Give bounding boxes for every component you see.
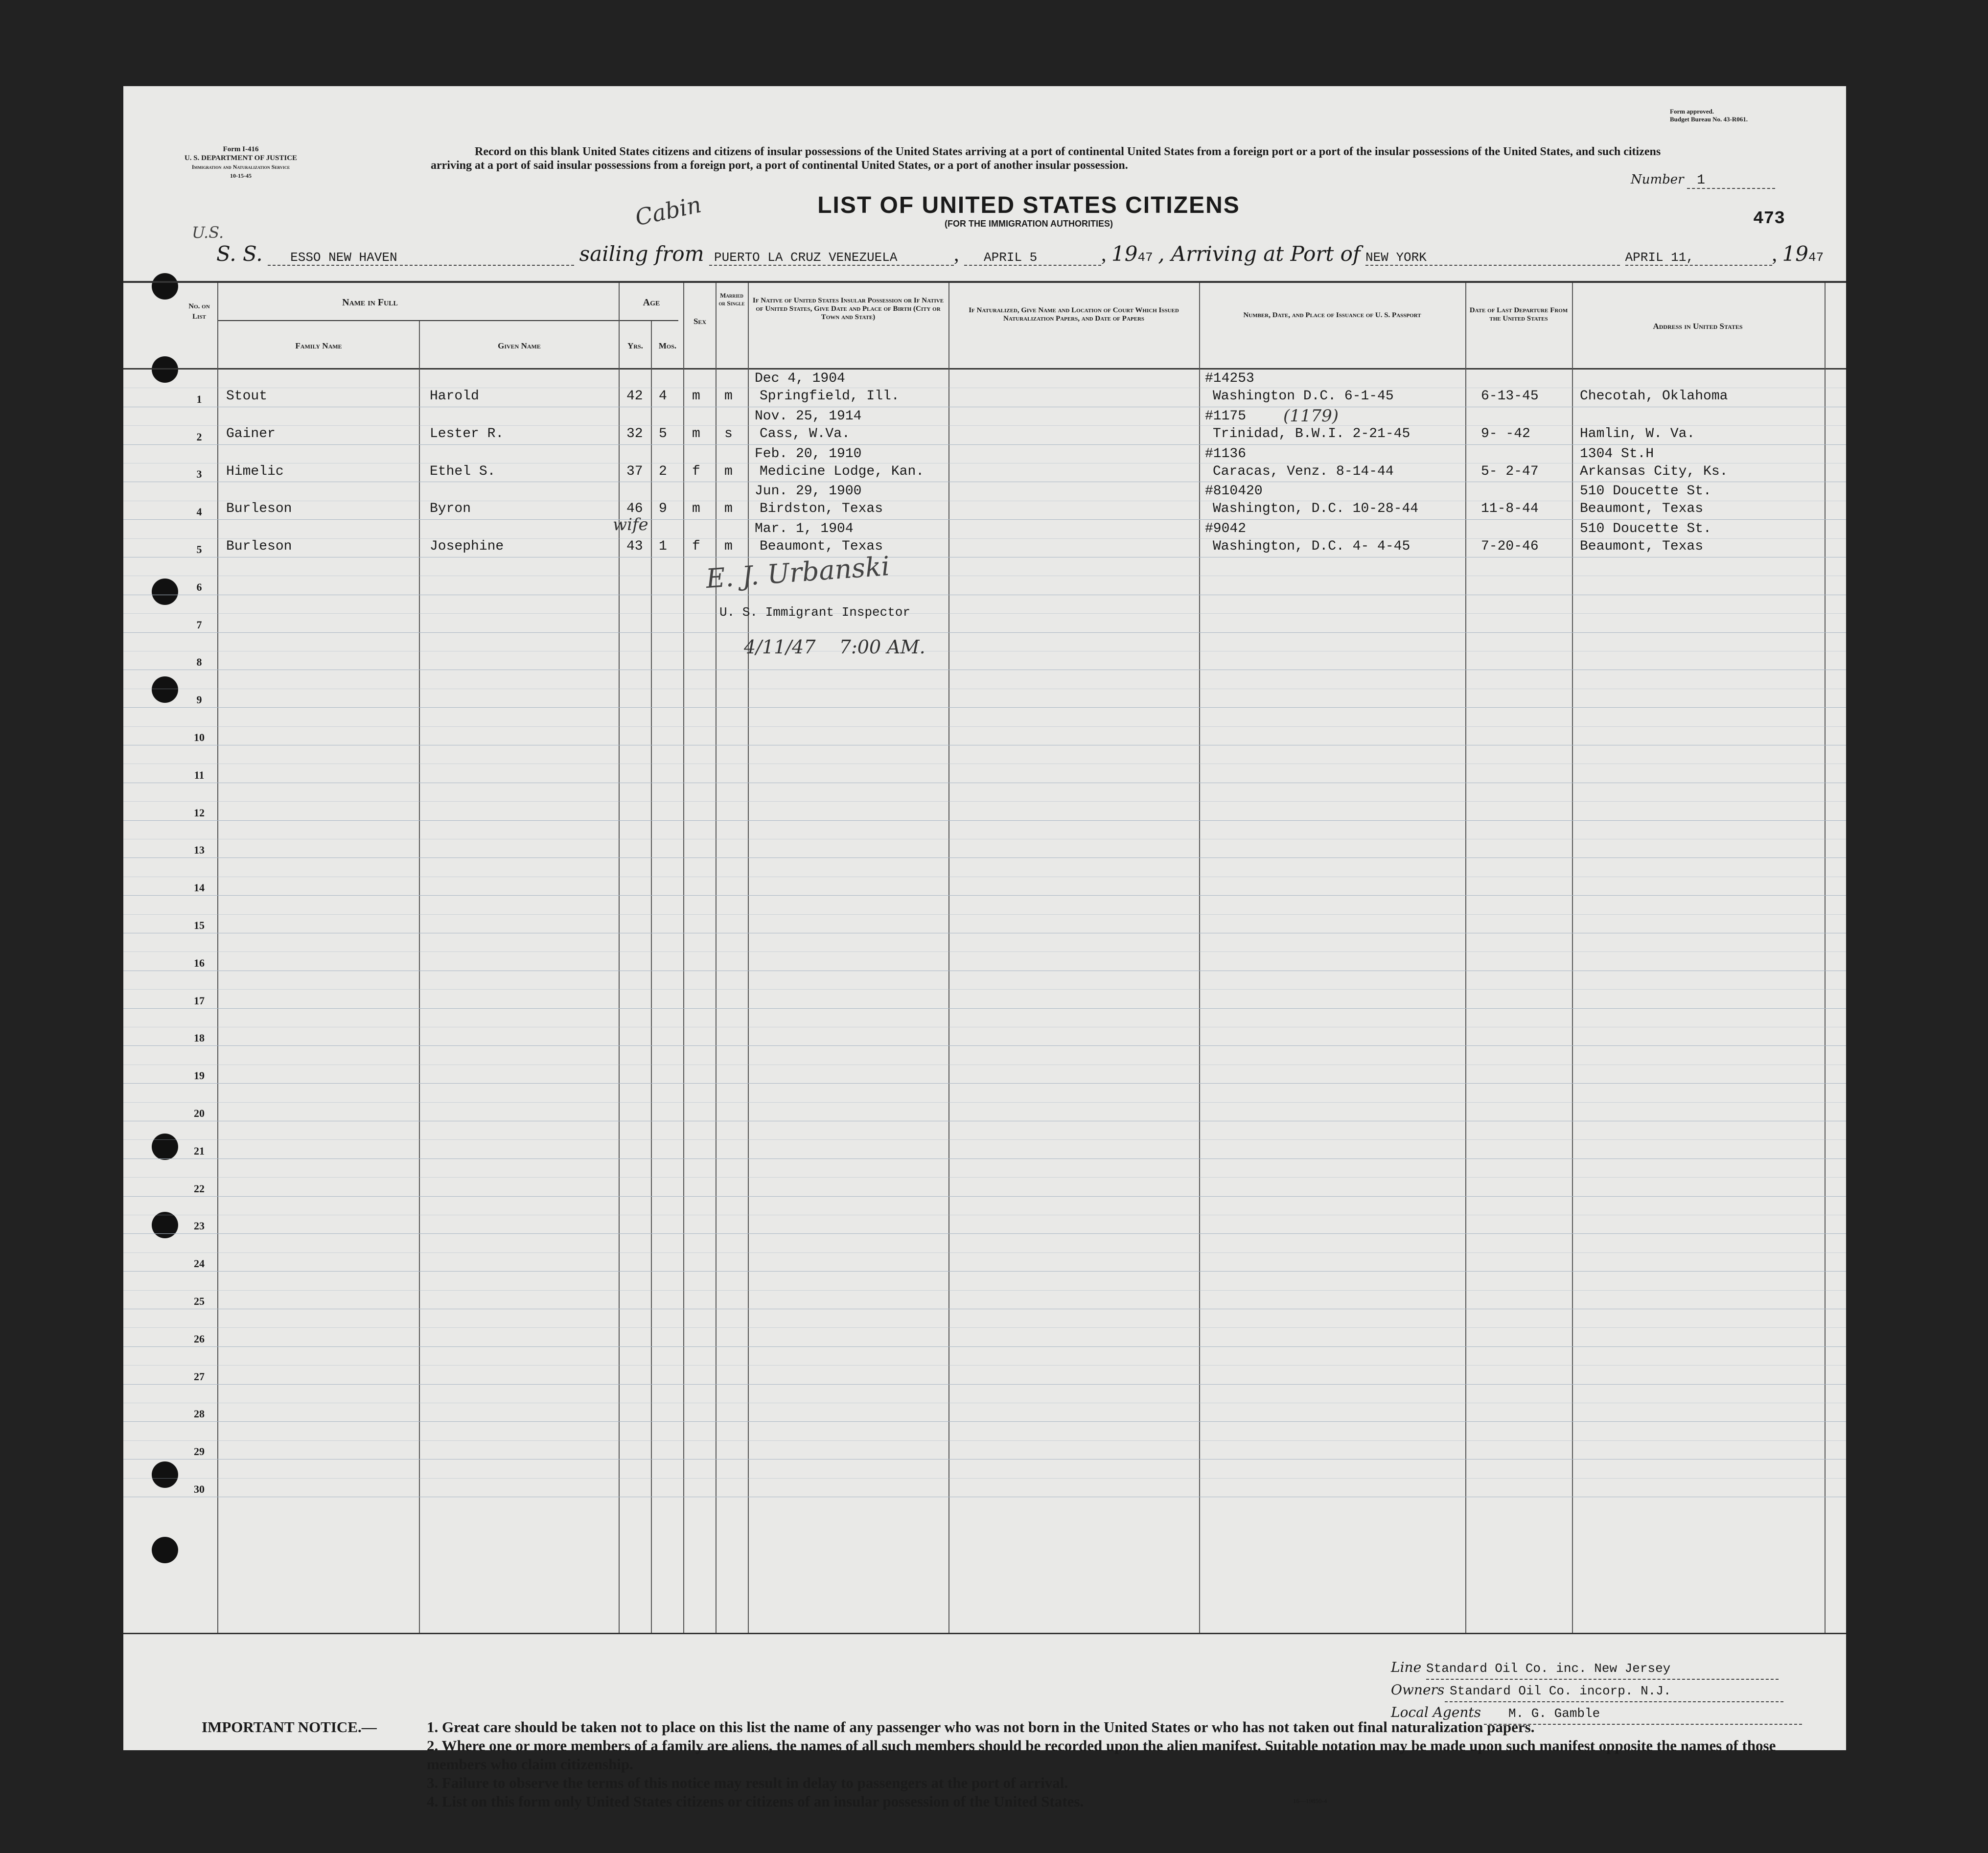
notice-3: 3. Failure to observe the terms of this notice may result in delay to passengers at the port of arrival. [427, 1774, 1068, 1791]
col-naturalized: If Naturalized, Give Name and Location of Court Which Issued Naturalization Papers, and Date of Papers [969, 306, 1179, 323]
row-subrule [123, 1327, 1846, 1328]
col-divider [683, 283, 684, 1633]
cell-given: Harold [430, 389, 479, 404]
cell-dep: 11-8-44 [1481, 501, 1539, 517]
row-subrule [123, 1478, 1846, 1479]
row-subrule [123, 801, 1846, 802]
cell-yrs: 32 [626, 426, 643, 441]
line-value: Standard Oil Co. inc. New Jersey [1426, 1658, 1779, 1680]
row-rule [123, 1421, 1846, 1422]
row-rule [123, 1384, 1846, 1385]
arrival-date: APRIL 11, [1625, 250, 1772, 266]
inspector-title: U. S. Immigrant Inspector [719, 605, 911, 620]
cell-birth1: Dec 4, 1904 [755, 371, 845, 386]
cell-addr2: Hamlin, W. Va. [1580, 426, 1695, 441]
cell-addr2: Checotah, Oklahoma [1580, 389, 1728, 404]
line-number: 23 [194, 1220, 205, 1232]
cell-family: Burleson [226, 501, 292, 517]
budget-bureau: Budget Bureau No. 43-R061. [1670, 116, 1748, 123]
cell-addr2: Beaumont, Texas [1580, 539, 1704, 555]
line-number: 26 [194, 1332, 205, 1345]
line-number: 27 [194, 1370, 205, 1383]
page-title: LIST OF UNITED STATES CITIZENS [817, 192, 1240, 218]
col-sex: Sex [693, 317, 707, 326]
cell-mos: 2 [659, 463, 667, 479]
cell-dep: 5- 2-47 [1481, 463, 1539, 479]
cell-pp1: #14253 [1205, 371, 1254, 386]
agents-block [1391, 1657, 1802, 1725]
row-subrule [123, 989, 1846, 990]
cell-birth1: Jun. 29, 1900 [755, 484, 862, 499]
col-mos: Mos. [658, 341, 677, 350]
col-address: Address in United States [1653, 322, 1743, 331]
owners-value: Standard Oil Co. incorp. N.J. [1445, 1681, 1783, 1702]
notice-2: 2. Where one or more members of a family are aliens, the names of all such members should be recorded upon the alien manifest. Suitable notation may be made upon such manifest opposite the names of those members who claim citizenship. [427, 1737, 1776, 1773]
sailing-from: PUERTO LA CRUZ VENEZUELA [709, 250, 954, 266]
cell-sex: m [692, 501, 700, 517]
line-number: 13 [194, 844, 205, 857]
cell-pp2: Washington, D.C. 4- 4-45 [1213, 539, 1410, 555]
wife-annotation: wife [613, 515, 648, 534]
line-number: 17 [194, 994, 205, 1007]
line-number: 24 [194, 1257, 205, 1270]
cell-given: Ethel S. [430, 463, 496, 479]
binder-hole-4 [152, 676, 178, 703]
name-age-subrule [218, 320, 678, 321]
binder-hole-6 [152, 1212, 178, 1238]
line-number: 19 [194, 1069, 205, 1082]
cell-yrs: 43 [626, 539, 643, 555]
row-subrule [123, 1440, 1846, 1441]
cell-mos: 1 [659, 539, 667, 555]
row-rule [123, 820, 1846, 821]
page-subtitle: (FOR THE IMMIGRATION AUTHORITIES) [945, 219, 1113, 229]
cell-birth2: Beaumont, Texas [760, 539, 883, 555]
header-rule [123, 368, 1846, 370]
inspector-signature: E. J. Urbanski [705, 550, 891, 595]
number-value: 1 [1687, 173, 1775, 189]
us-note: U.S. [192, 223, 224, 242]
col-divider [619, 283, 620, 1633]
line-number: 2 [196, 430, 202, 443]
cell-birth1: Mar. 1, 1904 [755, 521, 854, 537]
binder-hole-2 [152, 356, 178, 383]
line-number: 4 [196, 506, 202, 518]
cell-pp1: #1136 [1205, 446, 1247, 462]
cell-birth1: Feb. 20, 1910 [755, 446, 862, 462]
cell-pp2: Washington, D.C. 10-28-44 [1213, 501, 1419, 517]
cell-ms: m [724, 501, 733, 517]
line-number: 8 [196, 656, 202, 669]
row-rule [123, 895, 1846, 896]
sailing-label: sailing from [579, 242, 704, 266]
cell-birth1: Nov. 25, 1914 [755, 408, 862, 424]
col-divider [748, 283, 749, 1633]
binder-hole-7 [152, 1461, 178, 1488]
cell-dep: 9- -42 [1481, 426, 1530, 441]
line-number: 14 [194, 881, 205, 894]
cell-birth2: Springfield, Ill. [760, 389, 900, 404]
passport-correction: (1179) [1283, 406, 1339, 426]
cell-family: Gainer [226, 426, 276, 441]
page-stamp: 473 [1753, 208, 1785, 229]
line-number: 22 [194, 1182, 205, 1195]
cell-yrs: 42 [626, 389, 643, 404]
row-rule [123, 1158, 1846, 1159]
col-divider [1572, 283, 1573, 1633]
col-name-in-full: Name in Full [342, 297, 398, 308]
col-married: Married or Single [718, 292, 745, 307]
col-no: No. on List [188, 302, 210, 321]
line-number: 29 [194, 1445, 205, 1458]
cell-birth2: Cass, W.Va. [760, 426, 850, 441]
row-subrule [123, 1102, 1846, 1103]
cell-ms: s [724, 426, 733, 441]
col-divider [217, 283, 218, 1633]
line-number: 18 [194, 1032, 205, 1044]
cell-pp2: Trinidad, B.W.I. 2-21-45 [1213, 426, 1410, 441]
notice-title: IMPORTANT NOTICE.— [202, 1718, 377, 1736]
cell-given: Byron [430, 501, 471, 517]
line-number: 6 [196, 580, 202, 593]
cell-mos: 4 [659, 389, 667, 404]
row-rule [123, 1083, 1846, 1084]
row-rule [123, 1045, 1846, 1046]
row-rule [123, 1008, 1846, 1009]
line-number: 5 [196, 543, 202, 556]
cell-pp2: Caracas, Venz. 8-14-44 [1213, 463, 1394, 479]
print-code: 16—19850-4 [1293, 1797, 1327, 1805]
row-rule [123, 707, 1846, 708]
row-subrule [123, 1177, 1846, 1178]
binder-hole-3 [152, 579, 178, 605]
line-number: 3 [196, 468, 202, 481]
cell-ms: m [724, 389, 733, 404]
row-subrule [123, 1139, 1846, 1140]
cell-dep: 6-13-45 [1481, 389, 1539, 404]
year-prefix-2: 19 [1782, 242, 1808, 266]
instruction-text: Record on this blank United States citizens and citizens of insular possessions of the United States arriving at a port of continental United States from a foreign port or a port of the insular possessions of the United States, and such citizens arriving at a port of said insular possessions from a foreign port, a port of continental United States, or a port of another insular possession. [431, 145, 1661, 172]
cell-mos: 5 [659, 426, 667, 441]
line-number: 25 [194, 1295, 205, 1307]
line-number: 15 [194, 919, 205, 931]
col-given: Given Name [498, 341, 541, 350]
line-number: 16 [194, 956, 205, 969]
cell-yrs: 37 [626, 463, 643, 479]
binder-hole-5 [152, 1134, 178, 1160]
row-subrule [123, 613, 1846, 614]
cell-family: Stout [226, 389, 268, 404]
inspection-datetime: 4/11/47 7:00 AM. [744, 636, 925, 658]
cell-family: Himelic [226, 463, 284, 479]
col-departure: Date of Last Departure From the United States [1469, 306, 1568, 323]
number-label: Number [1631, 172, 1684, 187]
notice-4: 4. List on this form only United States citizens or citizens of an insular possession of the United States. [427, 1793, 1084, 1810]
notice-1: 1. Great care should be taken not to place on this list the name of any passenger who was not born in the United States or who has not taken out final naturalization papers. [427, 1718, 1535, 1736]
binder-hole-8 [152, 1537, 178, 1563]
row-rule [123, 1196, 1846, 1197]
col-divider [1465, 283, 1466, 1633]
cell-addr1: 510 Doucette St. [1580, 484, 1711, 499]
binder-hole-1 [152, 273, 178, 300]
row-rule [123, 857, 1846, 858]
form-date: 10-15-45 [230, 172, 252, 179]
cell-addr1: 1304 St.H [1580, 446, 1654, 462]
cell-birth2: Medicine Lodge, Kan. [760, 463, 925, 479]
cell-yrs: 46 [626, 501, 643, 517]
voyage-line: S. S. ESSO NEW HAVEN sailing from PUERTO LA CRUZ VENEZUELA , APRIL 5 , 1947 , Arriving at Port of NEW YORK APRIL 11, , 1947 [216, 242, 1824, 266]
col-yrs: Yrs. [627, 341, 643, 350]
owners-row [1391, 1680, 1802, 1702]
year-prefix-1: 19 [1111, 242, 1138, 266]
row-rule [123, 444, 1846, 445]
ship-name: ESSO NEW HAVEN [268, 250, 574, 266]
col-age: Age [643, 297, 660, 308]
approval-block [1670, 108, 1797, 123]
row-rule [123, 519, 1846, 520]
line-number: 12 [194, 806, 205, 819]
line-number: 9 [196, 694, 202, 706]
owners-label: Owners [1391, 1682, 1445, 1698]
approval-text: Form approved. [1670, 108, 1714, 115]
row-rule [123, 1271, 1846, 1272]
line-number: 10 [194, 731, 205, 743]
form-number: Form I-416 [223, 145, 259, 153]
number-field [1631, 172, 1775, 189]
service: Immigration and Naturalization Service [191, 163, 290, 170]
sail-date: APRIL 5 [964, 250, 1101, 266]
cell-dep: 7-20-46 [1481, 539, 1539, 555]
agents-label: Local Agents [1391, 1704, 1481, 1720]
row-subrule [123, 914, 1846, 915]
cell-sex: m [692, 426, 700, 441]
col-family: Family Name [295, 341, 342, 350]
cell-pp1: #1175 [1205, 408, 1247, 424]
line-number: 7 [196, 618, 202, 631]
cell-given: Josephine [430, 539, 504, 555]
cell-addr1: 510 Doucette St. [1580, 521, 1711, 537]
cell-family: Burleson [226, 539, 292, 555]
col-passport: Number, Date, and Place of Issuance of U. S. Passport [1243, 311, 1421, 319]
col-divider [1825, 283, 1826, 1633]
arrival-year: 47 [1808, 250, 1824, 265]
row-subrule [123, 1252, 1846, 1253]
col-divider [1199, 283, 1200, 1633]
line-number: 28 [194, 1408, 205, 1420]
line-number: 1 [196, 393, 202, 405]
cell-mos: 9 [659, 501, 667, 517]
table-bottom-rule [123, 1633, 1846, 1634]
col-divider [419, 321, 420, 1633]
agents-value: M. G. Gamble [1484, 1703, 1802, 1725]
row-subrule [123, 726, 1846, 727]
row-subrule [123, 1365, 1846, 1366]
line-number: 20 [194, 1107, 205, 1119]
arriving-label: , Arriving at Port of [1158, 242, 1361, 266]
cell-addr2: Arkansas City, Ks. [1580, 463, 1728, 479]
col-divider [651, 321, 652, 1633]
line-row [1391, 1657, 1802, 1680]
row-subrule [123, 951, 1846, 952]
cell-sex: f [692, 463, 700, 479]
cabin-note: Cabin [632, 191, 704, 231]
manifest-sheet [123, 86, 1846, 1810]
cell-addr2: Beaumont, Texas [1580, 501, 1704, 517]
sail-year: 47 [1137, 250, 1153, 265]
row-rule [123, 1346, 1846, 1347]
table-top-rule [123, 281, 1846, 283]
ss-label: S. S. [216, 242, 263, 266]
cell-pp1: #810420 [1205, 484, 1263, 499]
row-rule [123, 1233, 1846, 1234]
arrival-port: NEW YORK [1365, 250, 1620, 266]
department: U. S. DEPARTMENT OF JUSTICE [184, 154, 298, 162]
line-number: 11 [194, 768, 205, 781]
row-rule [123, 632, 1846, 633]
cell-ms: m [724, 463, 733, 479]
cell-given: Lester R. [430, 426, 504, 441]
col-divider [948, 283, 949, 1633]
cell-pp1: #9042 [1205, 521, 1247, 537]
line-number: 21 [194, 1144, 205, 1157]
cell-birth2: Birdston, Texas [760, 501, 883, 517]
form-id-block [167, 145, 314, 180]
title-block [711, 192, 1347, 229]
cell-ms: m [724, 539, 733, 555]
cell-sex: f [692, 539, 700, 555]
line-label: Line [1391, 1659, 1422, 1675]
row-subrule [123, 1290, 1846, 1291]
line-number: 30 [194, 1483, 205, 1495]
cell-sex: m [692, 389, 700, 404]
cell-pp2: Washington D.C. 6-1-45 [1213, 389, 1394, 404]
col-divider [716, 283, 717, 1633]
col-birth: If Native of United States Insular Possession or If Native of United States, Give Date and Place of Birth (City or Town and State) [752, 297, 944, 321]
